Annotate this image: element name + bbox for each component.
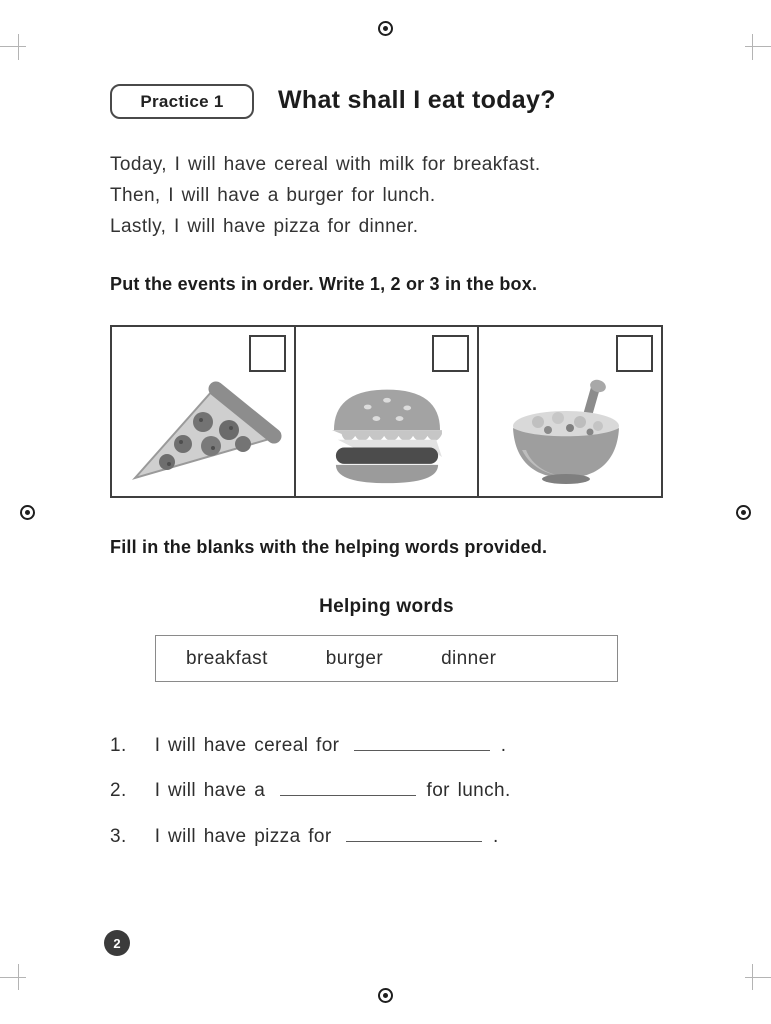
answer-box-pizza[interactable] xyxy=(249,335,286,372)
question-row-2 xyxy=(110,779,511,802)
practice-badge-label: Practice 1 xyxy=(140,91,224,111)
helping-words-title: Helping words xyxy=(319,596,454,617)
instruction-fill-blanks: Fill in the blanks with the helping words provided. xyxy=(110,537,548,557)
answer-blank-3[interactable] xyxy=(346,825,482,842)
registration-mark-top xyxy=(378,21,393,36)
answer-box-cereal[interactable] xyxy=(616,335,653,372)
crop-mark xyxy=(18,34,19,60)
helping-word-burger: burger xyxy=(325,647,384,669)
instruction-order-events: Put the events in order. Write 1, 2 or 3 in the box. xyxy=(110,274,538,294)
page-number: 2 xyxy=(113,935,121,951)
page-number-badge xyxy=(104,930,130,956)
picture-cell-cereal xyxy=(479,327,661,496)
helping-words-box xyxy=(155,635,618,682)
question-number: 3. xyxy=(110,826,127,847)
crop-mark xyxy=(745,977,771,978)
question-text-after: . xyxy=(492,826,499,847)
cereal-bowl-image xyxy=(502,378,638,488)
helping-word-dinner: dinner xyxy=(441,647,497,669)
picture-cell-pizza xyxy=(112,327,296,496)
registration-mark-left xyxy=(20,505,35,520)
passage-line-2: Then, I will have a burger for lunch. xyxy=(110,185,436,206)
answer-blank-1[interactable] xyxy=(354,734,490,751)
reading-passage xyxy=(110,149,541,242)
registration-mark-bottom xyxy=(378,988,393,1003)
practice-badge xyxy=(110,84,254,119)
answer-box-burger[interactable] xyxy=(432,335,469,372)
question-number: 2. xyxy=(110,780,127,801)
crop-mark xyxy=(752,34,753,60)
registration-mark-right xyxy=(736,505,751,520)
question-row-1 xyxy=(110,734,506,757)
helping-word-breakfast: breakfast xyxy=(186,647,268,669)
passage-line-1: Today, I will have cereal with milk for breakfast. xyxy=(110,154,541,175)
page-title: What shall I eat today? xyxy=(278,86,556,114)
question-text-after: for lunch. xyxy=(426,780,511,801)
crop-mark xyxy=(0,46,26,47)
crop-mark xyxy=(745,46,771,47)
question-row-3 xyxy=(110,825,499,848)
question-text-after: . xyxy=(500,735,507,756)
question-number: 1. xyxy=(110,735,127,756)
burger-image xyxy=(312,380,462,488)
question-text-before: I will have cereal for xyxy=(154,735,340,756)
question-text-before: I will have a xyxy=(154,780,266,801)
answer-blank-2[interactable] xyxy=(280,779,416,796)
pizza-slice-image xyxy=(123,376,283,488)
picture-cell-burger xyxy=(296,327,480,496)
crop-mark xyxy=(0,977,26,978)
question-text-before: I will have pizza for xyxy=(154,826,332,847)
picture-table xyxy=(110,325,663,498)
passage-line-3: Lastly, I will have pizza for dinner. xyxy=(110,216,419,237)
